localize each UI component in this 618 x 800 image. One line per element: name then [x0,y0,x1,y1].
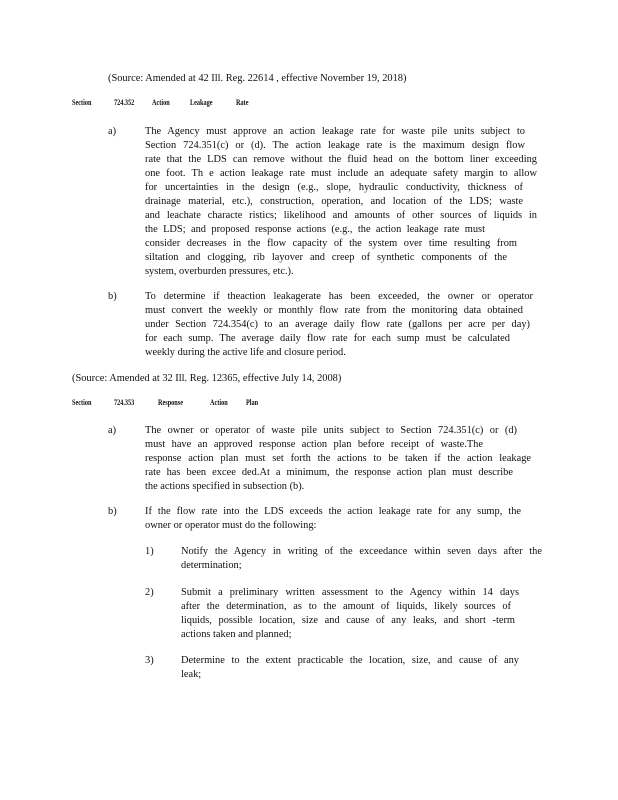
paragraph-line: The Agency must approve an action leakage rate for waste pile units subject to [145,126,525,137]
item-label-1: 1) [145,546,154,557]
item-label-3: 3) [145,655,154,666]
section-label: Section [72,98,92,107]
subsection-label-b: b) [108,291,117,302]
item-label-2: 2) [145,587,154,598]
paragraph-line: for each sump. The average daily flow rate for each sump must be calculated [145,333,510,344]
subsection-label-a: a) [108,425,117,436]
paragraph-line: the actions specified in subsection (b). [145,481,305,492]
paragraph-line: Determine to the extent practicable the location, size, and cause of any [181,655,519,666]
paragraph-line: siltation and clogging, rib layover and creep of synthetic components of the [145,252,507,263]
source-note-2: (Source: Amended at 32 Ill. Reg. 12365, effective July 14, 2008) [72,373,342,384]
paragraph-line: and leachate characte ristics; likelihood and amounts of other sources of liquids in [145,210,537,221]
paragraph-line: one foot. Th e action leakage rate must include an adequate safety margin to allow [145,168,537,179]
paragraph-line: rate that the LDS can remove without the fluid head on the bottom liner exceeding [145,154,537,165]
paragraph-line: Section 724.351(c) or (d). The action leakage rate is the maximum design flow [145,140,525,151]
source-note-1: (Source: Amended at 42 Ill. Reg. 22614 , effective November 19, 2018) [108,73,407,84]
section-number: 724.352 [114,98,135,107]
paragraph-line: actions taken and planned; [181,629,292,640]
paragraph-line: must have an approved response action plan before receipt of waste.The [145,439,483,450]
paragraph-line: determination; [181,560,242,571]
paragraph-line: under Section 724.354(c) to an average daily flow rate (gallons per acre per day) [145,319,530,330]
subsection-label-a: a) [108,126,117,137]
section-title-word: Plan [246,398,259,407]
section-title-word: Action [152,98,170,107]
section-title-word: Leakage [190,98,213,107]
paragraph-line: leak; [181,669,202,680]
paragraph-line: weekly during the active life and closure period. [145,347,346,358]
subsection-label-b: b) [108,506,117,517]
paragraph-line: response action plan must set forth the actions to be taken if the action leakage [145,453,531,464]
paragraph-line: for uncertainties in the design (e.g., slope, hydraulic conductivity, thickness of [145,182,523,193]
paragraph-line: owner or operator must do the following: [145,520,317,531]
paragraph-line: consider decreases in the flow capacity of the system over time resulting from [145,238,517,249]
section-number: 724.353 [114,398,135,407]
paragraph-line: liquids, possible location, size and cause of any leaks, and short -term [181,615,515,626]
section-title-word: Rate [236,98,249,107]
paragraph-line: If the flow rate into the LDS exceeds the action leakage rate for any sump, the [145,506,521,517]
section-label: Section [72,398,92,407]
paragraph-line: The owner or operator of waste pile units subject to Section 724.351(c) or (d) [145,425,517,436]
paragraph-line: Submit a preliminary written assessment to the Agency within 14 days [181,587,519,598]
paragraph-line: must convert the weekly or monthly flow rate from the monitoring data obtained [145,305,523,316]
paragraph-line: Notify the Agency in writing of the exceedance within seven days after the [181,546,542,557]
paragraph-line: after the determination, as to the amount of liquids, likely sources of [181,601,511,612]
section-title-word: Action [210,398,228,407]
paragraph-line: system, overburden pressures, etc.). [145,266,294,277]
section-title-word: Response [158,398,183,407]
paragraph-line: To determine if theaction leakagerate has been exceeded, the owner or operator [145,291,533,302]
paragraph-line: drainage material, etc.), construction, operation, and location of the LDS; waste [145,196,523,207]
paragraph-line: the LDS; and proposed response actions (e.g., the action leakage rate must [145,224,485,235]
paragraph-line: rate has been excee ded.At a minimum, the response action plan must describe [145,467,513,478]
